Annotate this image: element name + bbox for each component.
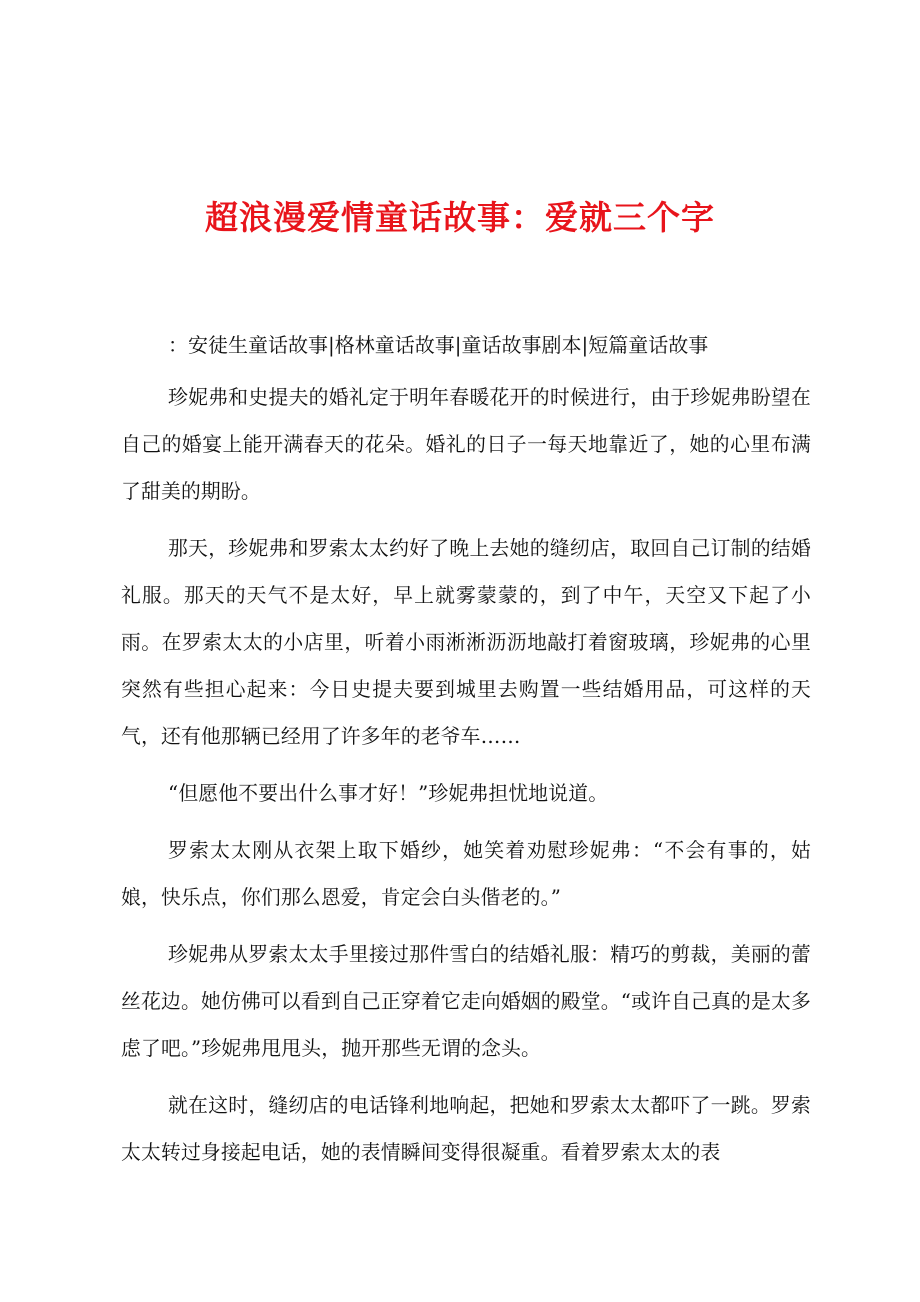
document-title: 超浪漫爱情童话故事：爱就三个字 [205,198,715,237]
document-body [121,374,811,1186]
paragraph: “但愿他不要出什么事才好！”珍妮弗担忧地说道。 [168,782,609,805]
paragraph: 珍妮弗从罗索太太手里接过那件雪白的结婚礼服：精巧的剪裁，美丽的蕾丝花边。她仿佛可以看到自己正穿着它走向婚姻的殿堂。“或许自己真的是太多虑了吧。”珍妮弗甩甩头，抛开那些无谓的念头。 [121,943,811,1060]
paragraph: 那天，珍妮弗和罗索太太约好了晚上去她的缝纫店，取回自己订制的结婚礼服。那天的天气不是太好，早上就雾蒙蒙的，到了中午，天空又下起了小雨。在罗索太太的小店里，听着小雨淅淅沥沥地敲打着窗玻璃，珍妮弗的心里突然有些担心起来：今日史提夫要到城里去购置一些结婚用品，可这样的天气，还有他那辆已经用了许多年的老爷车…… [121,537,811,748]
paragraph: 罗索太太刚从衣架上取下婚纱，她笑着劝慰珍妮弗：“不会有事的，姑娘，快乐点，你们那么恩爱，肯定会白头偕老的。” [121,839,811,909]
paragraph: 就在这时，缝纫店的电话锋利地响起，把她和罗索太太都吓了一跳。罗索太太转过身接起电话，她的表情瞬间变得很凝重。看着罗索太太的表 [121,1094,811,1164]
paragraph: 珍妮弗和史提夫的婚礼定于明年春暖花开的时候进行，由于珍妮弗盼望在自己的婚宴上能开满春天的花朵。婚礼的日子一每天地靠近了，她的心里布满了甜美的期盼。 [121,386,811,503]
tag-line: ：安徒生童话故事|格林童话故事|童话故事剧本|短篇童话故事 [168,333,709,357]
